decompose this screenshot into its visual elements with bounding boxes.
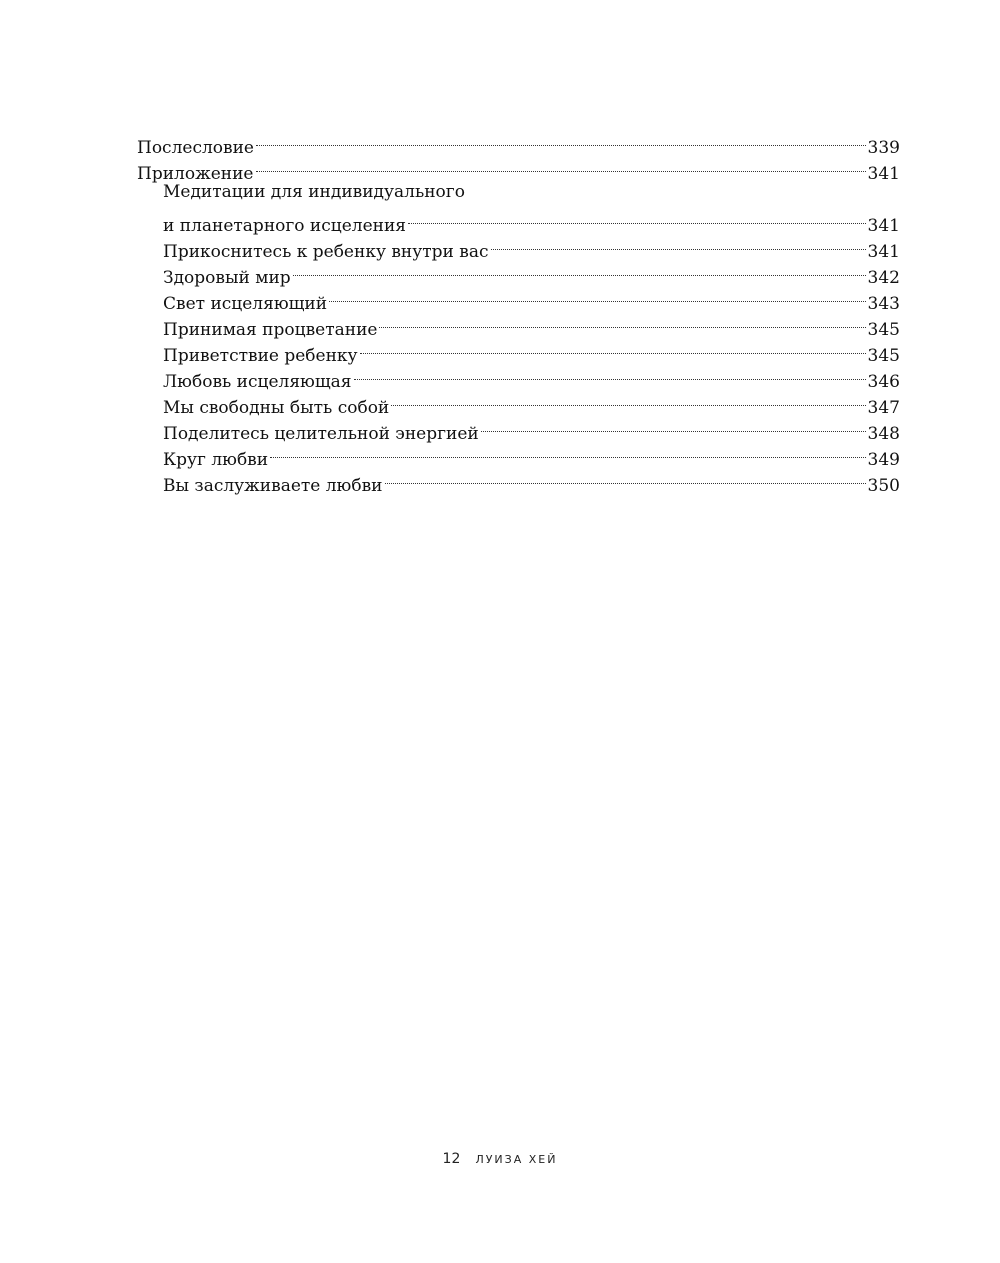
toc-entry-title: Приложение — [137, 164, 254, 184]
toc-entry-page: 350 — [867, 476, 900, 496]
toc-entry-page: 349 — [867, 450, 900, 470]
toc-entry-page: 339 — [867, 138, 900, 158]
toc-entry-title: Здоровый мир — [163, 268, 291, 288]
dot-leader — [391, 387, 865, 413]
dot-leader — [270, 439, 865, 465]
dot-leader — [385, 465, 866, 491]
toc-entry-title: Вы заслуживаете любви — [163, 476, 383, 496]
toc-entry-title: Любовь исцеляющая — [163, 372, 352, 392]
toc-entry-page: 343 — [867, 294, 900, 314]
dot-leader — [481, 413, 866, 439]
toc-entry-title: Медитации для индивидуального — [163, 182, 465, 202]
dot-leader — [379, 309, 865, 335]
toc-entry-page: 347 — [867, 398, 900, 418]
toc-entry-title: Мы свободны быть собой — [163, 398, 390, 418]
toc-entry-page: 345 — [867, 320, 900, 340]
dot-leader — [360, 335, 866, 361]
toc-entry-meditations-line2[interactable] — [137, 205, 900, 236]
toc-entry-page: 341 — [867, 216, 900, 236]
table-of-contents — [137, 127, 900, 496]
dot-leader — [256, 153, 866, 179]
running-head-author: ЛУИЗА ХЕЙ — [475, 1153, 558, 1166]
dot-leader — [256, 127, 866, 153]
dot-leader — [354, 361, 866, 387]
dot-leader — [293, 257, 866, 283]
toc-entry-title: Приветствие ребенку — [163, 346, 358, 366]
toc-entry-title: Поделитесь целительной энергией — [163, 424, 479, 444]
toc-entry-page: 345 — [867, 346, 900, 366]
toc-entry-page: 341 — [867, 242, 900, 262]
toc-entry-page: 342 — [867, 268, 900, 288]
toc-entry-title: Прикоснитесь к ребенку внутри вас — [163, 242, 489, 262]
toc-entry-page: 346 — [867, 372, 900, 392]
page-number: 12 — [442, 1151, 461, 1167]
toc-entry-page: 348 — [867, 424, 900, 444]
toc-entry-title: Круг любви — [163, 450, 269, 470]
toc-entry-page: 341 — [867, 164, 900, 184]
page-footer — [0, 1148, 1000, 1167]
toc-entry-title: Послесловие — [137, 138, 254, 158]
dot-leader — [329, 283, 865, 309]
toc-entry-afterword[interactable] — [137, 127, 900, 158]
toc-entry-title: и планетарного исцеления — [163, 216, 407, 236]
dot-leader — [408, 205, 866, 231]
dot-leader — [491, 231, 866, 257]
toc-entry-title: Принимая процветание — [163, 320, 378, 340]
toc-entry-meditations-line1[interactable] — [137, 179, 900, 205]
toc-entry-title: Свет исцеляющий — [163, 294, 328, 314]
